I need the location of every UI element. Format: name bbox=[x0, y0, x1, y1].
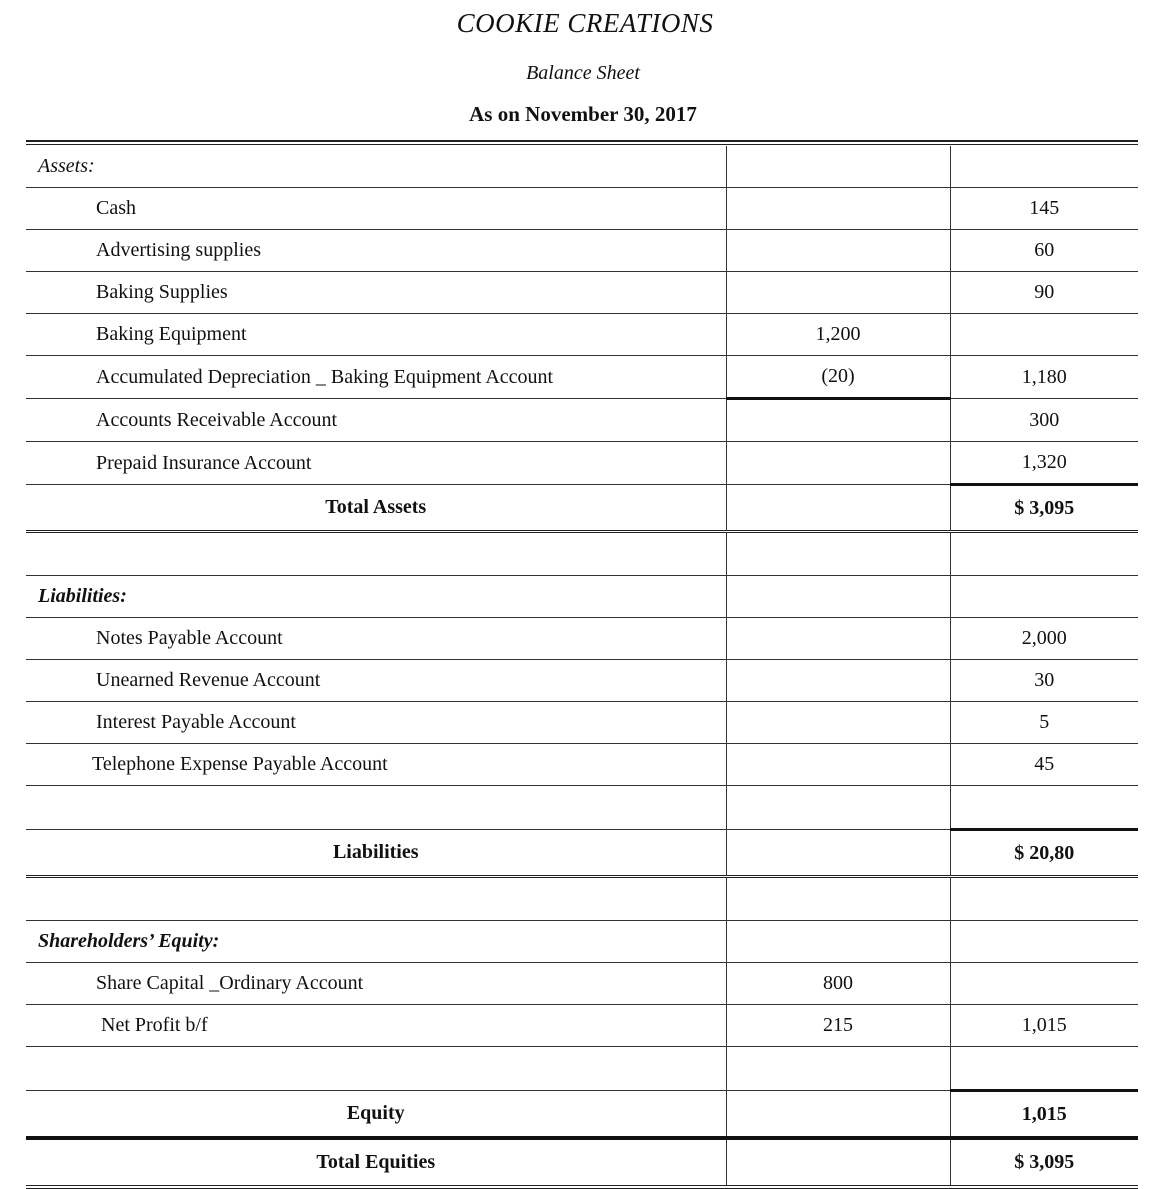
row-label: Baking Supplies bbox=[26, 272, 726, 314]
table-row bbox=[26, 660, 1138, 702]
statement-date: As on November 30, 2017 bbox=[469, 102, 697, 126]
row-label: Accounts Receivable Account bbox=[26, 399, 726, 442]
row-amount: 145 bbox=[950, 188, 1138, 230]
total-liabilities-label: Liabilities bbox=[26, 830, 726, 877]
row-label: Notes Payable Account bbox=[26, 618, 726, 660]
total-equity-label: Equity bbox=[26, 1091, 726, 1139]
row-label: Unearned Revenue Account bbox=[26, 660, 726, 702]
equity-heading-row bbox=[26, 921, 1138, 963]
row-amount bbox=[950, 314, 1138, 356]
row-mid-value bbox=[726, 230, 950, 272]
row-amount: 1,320 bbox=[950, 442, 1138, 485]
table-row bbox=[26, 230, 1138, 272]
balance-sheet-table bbox=[26, 146, 1138, 1189]
row-label: Share Capital _Ordinary Account bbox=[26, 963, 726, 1005]
row-mid-value bbox=[726, 660, 950, 702]
table-row bbox=[26, 744, 1138, 786]
row-mid-value bbox=[726, 618, 950, 660]
row-amount: 5 bbox=[950, 702, 1138, 744]
row-mid-value bbox=[726, 399, 950, 442]
row-mid-value: 1,200 bbox=[726, 314, 950, 356]
row-amount: 90 bbox=[950, 272, 1138, 314]
total-assets-amount: $ 3,095 bbox=[950, 485, 1138, 532]
table-row bbox=[26, 1005, 1138, 1047]
row-amount: 60 bbox=[950, 230, 1138, 272]
row-label: Accumulated Depreciation _ Baking Equipment Account bbox=[26, 356, 726, 399]
total-assets-row bbox=[26, 485, 1138, 532]
table-row bbox=[26, 314, 1138, 356]
statement-title: Balance Sheet bbox=[526, 62, 640, 84]
table-row bbox=[26, 399, 1138, 442]
row-label: Cash bbox=[26, 188, 726, 230]
spacer-row bbox=[26, 1047, 1138, 1091]
row-mid-value bbox=[726, 272, 950, 314]
row-mid-value: (20) bbox=[726, 356, 950, 399]
assets-heading-row bbox=[26, 146, 1138, 188]
total-liabilities-row bbox=[26, 830, 1138, 877]
total-liabilities-amount: $ 20,80 bbox=[950, 830, 1138, 877]
table-row bbox=[26, 618, 1138, 660]
row-amount: 45 bbox=[950, 744, 1138, 786]
row-amount: 1,015 bbox=[950, 1005, 1138, 1047]
total-equity-row bbox=[26, 1091, 1138, 1139]
row-mid-value bbox=[726, 744, 950, 786]
row-label: Prepaid Insurance Account bbox=[26, 442, 726, 485]
table-row bbox=[26, 188, 1138, 230]
row-mid-value bbox=[726, 442, 950, 485]
spacer-row bbox=[26, 532, 1138, 576]
company-name: COOKIE CREATIONS bbox=[456, 8, 714, 38]
table-row bbox=[26, 272, 1138, 314]
table-row bbox=[26, 702, 1138, 744]
row-amount: 2,000 bbox=[950, 618, 1138, 660]
row-mid-value bbox=[726, 188, 950, 230]
table-row bbox=[26, 442, 1138, 485]
top-rule-thin bbox=[26, 144, 1138, 145]
total-equity-amount: 1,015 bbox=[950, 1091, 1138, 1139]
row-mid-value: 800 bbox=[726, 963, 950, 1005]
row-amount: 300 bbox=[950, 399, 1138, 442]
top-rule bbox=[26, 140, 1138, 142]
row-label: Advertising supplies bbox=[26, 230, 726, 272]
total-equities-amount: $ 3,095 bbox=[950, 1138, 1138, 1187]
row-label: Interest Payable Account bbox=[26, 702, 726, 744]
row-label: Telephone Expense Payable Account bbox=[26, 744, 726, 786]
assets-heading: Assets: bbox=[26, 146, 726, 188]
row-mid-value: 215 bbox=[726, 1005, 950, 1047]
table-row bbox=[26, 963, 1138, 1005]
row-amount: 30 bbox=[950, 660, 1138, 702]
table-row bbox=[26, 356, 1138, 399]
row-label: Net Profit b/f bbox=[26, 1005, 726, 1047]
row-amount: 1,180 bbox=[950, 356, 1138, 399]
liabilities-heading-row bbox=[26, 576, 1138, 618]
total-assets-label: Total Assets bbox=[26, 485, 726, 532]
row-label: Baking Equipment bbox=[26, 314, 726, 356]
spacer-row bbox=[26, 877, 1138, 921]
total-equities-label: Total Equities bbox=[26, 1138, 726, 1187]
row-amount bbox=[950, 963, 1138, 1005]
spacer-row bbox=[26, 786, 1138, 830]
liabilities-heading: Liabilities: bbox=[26, 576, 726, 618]
total-equities-row bbox=[26, 1138, 1138, 1187]
equity-heading: Shareholders’ Equity: bbox=[26, 921, 726, 963]
row-mid-value bbox=[726, 702, 950, 744]
